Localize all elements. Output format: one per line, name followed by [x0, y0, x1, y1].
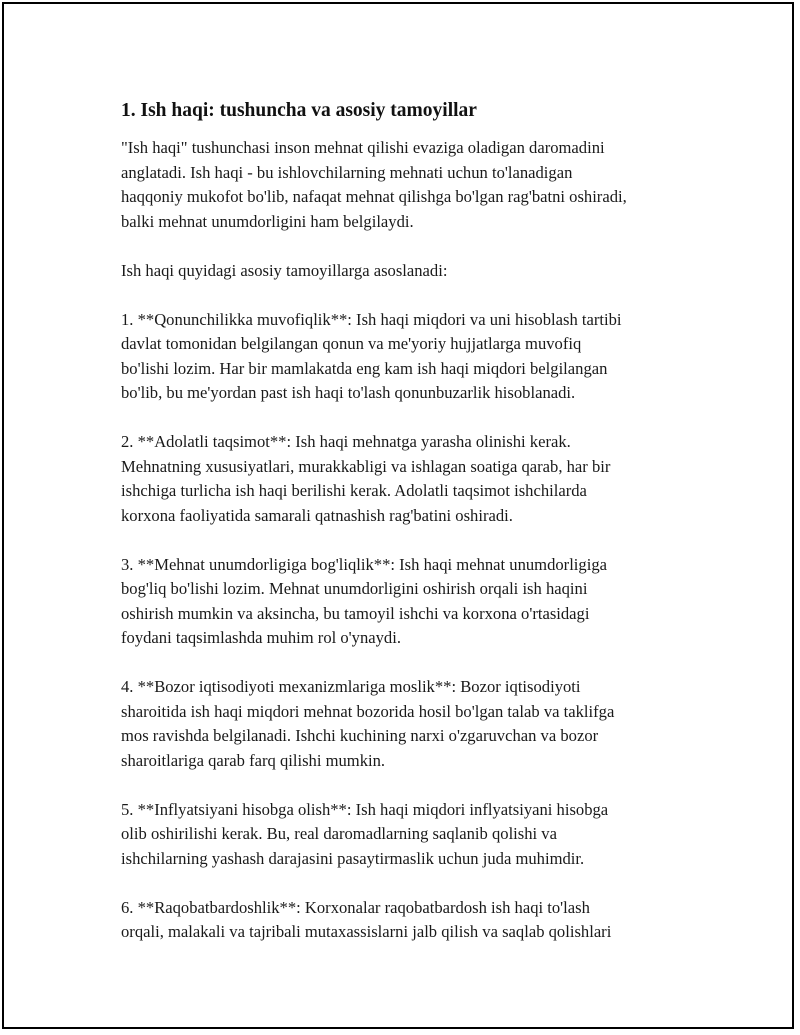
paragraph-principle-1 [121, 308, 701, 406]
text-line: 3. **Mehnat unumdorligiga bog'liqlik**: Ish haqi mehnat unumdorligiga [121, 554, 607, 574]
text-line: anglatadi. Ish haqi - bu ishlovchilarning mehnati uchun to'lanadigan [121, 162, 573, 182]
paragraph-intro [121, 136, 701, 234]
text-line: haqqoniy mukofot bo'lib, nafaqat mehnat qilishga bo'lgan rag'batni oshiradi, [121, 187, 627, 206]
text-line: sharoitida ish haqi miqdori mehnat bozorida hosil bo'lgan talab va taklifga [121, 701, 615, 721]
text-line: 4. **Bozor iqtisodiyoti mexanizmlariga moslik**: Bozor iqtisodiyoti [121, 677, 581, 696]
paragraph-principle-2 [121, 430, 701, 528]
text-line: bo'lishi lozim. Har bir mamlakatda eng kam ish haqi miqdori belgilangan [121, 358, 608, 378]
paragraph-principle-3 [121, 553, 701, 651]
text-line: sharoitlariga qarab farq qilishi mumkin. [121, 750, 386, 770]
text-line: foydani taqsimlashda muhim rol o'ynaydi. [121, 628, 401, 647]
text-line: 2. **Adolatli taqsimot**: Ish haqi mehnatga yarasha olinishi kerak. [121, 432, 571, 451]
text-line: korxona faoliyatida samarali qatnashish rag'batini oshiradi. [121, 505, 513, 525]
paragraph-principle-4 [121, 675, 701, 773]
text-line: 6. **Raqobatbardoshlik**: Korxonalar raqobatbardosh ish haqi to'lash [121, 897, 590, 917]
text-line: 1. **Qonunchilikka muvofiqlik**: Ish haqi miqdori va uni hisoblash tartibi [121, 309, 622, 329]
text-line: ishchilarning yashash darajasini pasaytirmaslik uchun juda muhimdir. [121, 848, 585, 868]
text-line: davlat tomonidan belgilangan qonun va me'yoriy hujjatlarga muvofiq [121, 334, 582, 353]
text-line: ishchiga turlicha ish haqi berilishi kerak. Adolatli taqsimot ishchilarda [121, 481, 587, 500]
text-line: oshirish mumkin va aksincha, bu tamoyil ishchi va korxona o'rtasidagi [121, 603, 590, 623]
document-body [121, 99, 701, 969]
section-heading: 1. Ish haqi: tushuncha va asosiy tamoyillar [121, 100, 477, 121]
text-line: olib oshirilishi kerak. Bu, real daromadlarning saqlanib qolishi va [121, 824, 557, 843]
text-line: balki mehnat unumdorligini ham belgilaydi. [121, 211, 414, 231]
paragraph-principle-6 [121, 896, 701, 945]
text-line: mos ravishda belgilanadi. Ishchi kuchining narxi o'zgaruvchan va bozor [121, 726, 599, 745]
text-line: "Ish haqi" tushunchasi inson mehnat qilishi evaziga oladigan daromadini [121, 138, 605, 157]
text-line: Ish haqi quyidagi asosiy tamoyillarga asoslanadi: [121, 260, 448, 280]
text-line: orqali, malakali va tajribali mutaxassislarni jalb qilish va saqlab qolishlari [121, 922, 612, 941]
text-line: bo'lib, bu me'yordan past ish haqi to'lash qonunbuzarlik hisoblanadi. [121, 383, 576, 402]
page-frame [2, 2, 794, 1029]
paragraph-principle-5 [121, 798, 701, 872]
text-line: bog'liq bo'lishi lozim. Mehnat unumdorligini oshirish orqali ish haqini [121, 579, 588, 598]
text-line: Mehnatning xususiyatlari, murakkabligi va ishlagan soatiga qarab, har bir [121, 456, 611, 476]
paragraph-principles-lead [121, 259, 701, 284]
text-line: 5. **Inflyatsiyani hisobga olish**: Ish haqi miqdori inflyatsiyani hisobga [121, 799, 609, 819]
